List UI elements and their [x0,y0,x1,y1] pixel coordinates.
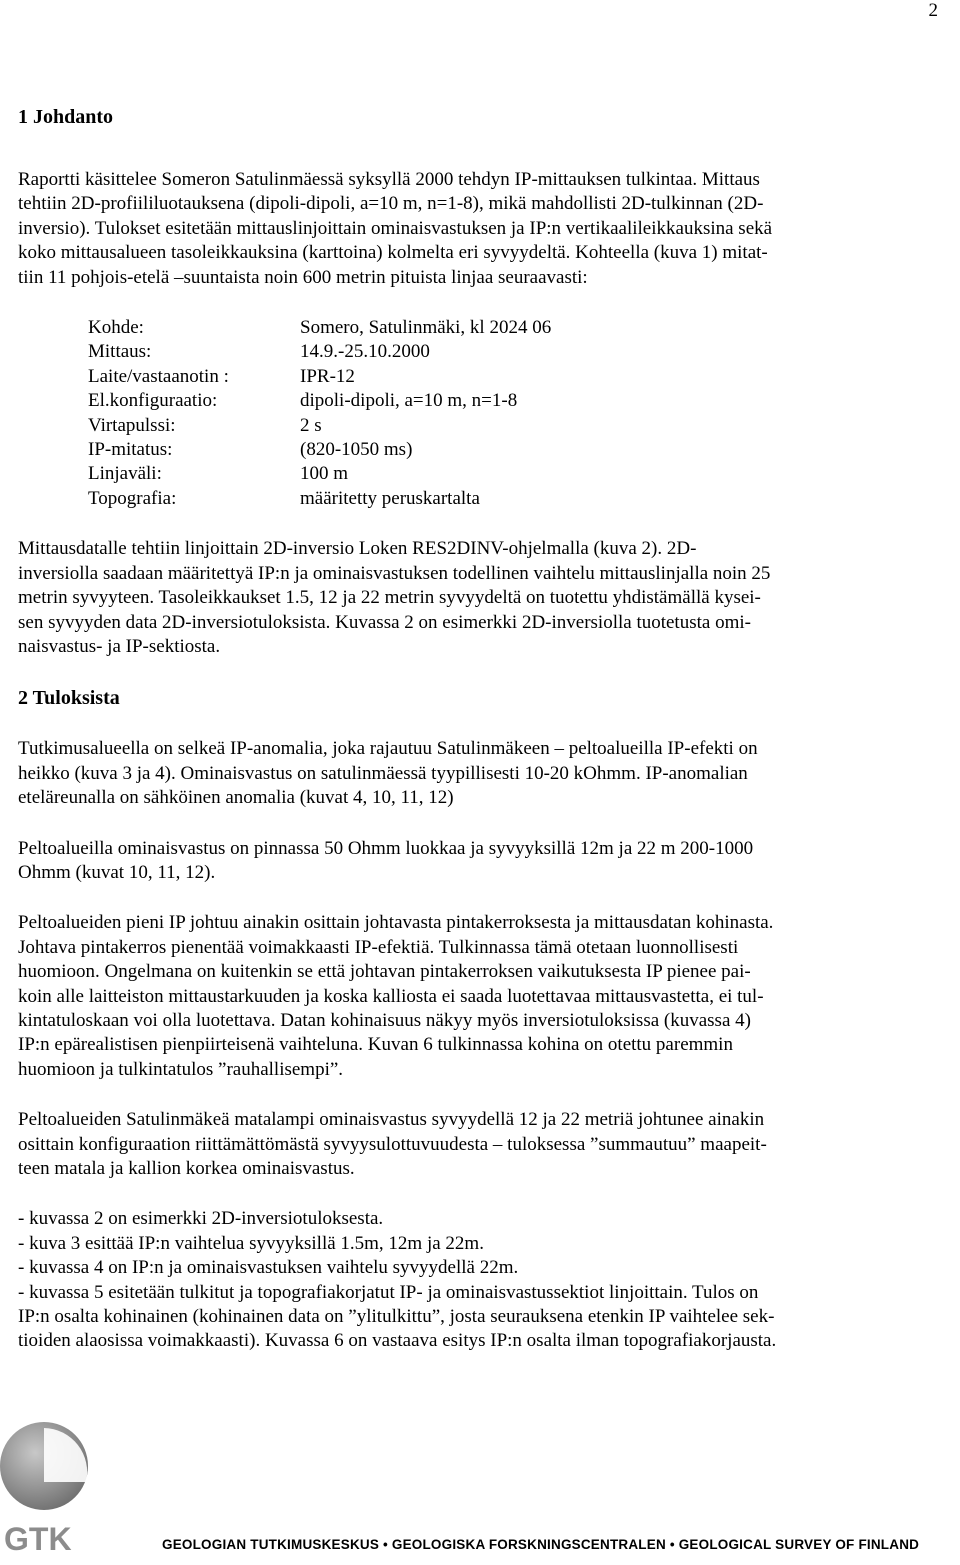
info-value: 14.9.-25.10.2000 [300,341,430,363]
figure-list [18,1207,958,1353]
footer-organisation-line: GEOLOGIAN TUTKIMUSKESKUS • GEOLOGISKA FORSKNINGSCENTRALEN • GEOLOGICAL SURVEY OF FINLAND [162,1537,920,1552]
info-row [88,487,958,511]
info-value: määritetty peruskartalta [300,487,480,509]
page-number: 2 [928,0,938,21]
list-item: - kuvassa 5 esitetään tulkitut ja topografiakorjatut IP- ja ominaisvastussektiot linjoittain. Tulos on [18,1281,759,1303]
info-row [88,438,958,462]
text-line: inversiolla saadaan määritettyä IP:n ja ominaisvastuksen todellinen vaihtelu mittauslinjalla noin 25 [18,562,771,584]
info-value: dipoli-dipoli, a=10 m, n=1-8 [300,390,518,412]
info-key: Topografia: [88,487,177,509]
text-line: Tutkimusalueella on selkeä IP-anomalia, joka rajautuu Satulinmäkeen – peltoalueilla IP-efekti on [18,738,758,760]
text-line: teen matala ja kallion korkea ominaisvastus. [18,1158,355,1179]
results-paragraph-2 [18,837,958,886]
inversion-paragraph [18,537,958,659]
text-line: Ohmm (kuvat 10, 11, 12). [18,861,216,883]
info-value: IPR-12 [300,365,355,387]
info-row [88,316,958,340]
info-key: Virtapulssi: [88,414,176,436]
list-item: - kuvassa 2 on esimerkki 2D-inversiotuloksesta. [18,1208,384,1230]
document-body [18,104,958,1354]
text-line: inversio). Tulokset esitetään mittauslinjoittain ominaisvastuksen ja IP:n vertikaalileikkauksina sekä [18,217,773,239]
text-line: Peltoalueiden pieni IP johtuu ainakin osittain johtavasta pintakerroksesta ja mittausdatan kohinasta. [18,912,774,934]
text-line: IP:n epärealistisen pienpiirteisenä vaihteluna. Kuvan 6 tulkinnassa kohina on otettu paremmin [18,1034,733,1056]
list-item: IP:n osalta kohinainen (kohinainen data on ”ylitulkittu”, josta seurauksena etenkin IP vaihtelee sek- [18,1306,775,1328]
text-line: osittain konfiguraation riittämättömästä syvyysulottuvuudesta – tuloksessa ”summautuu” maapeit- [18,1133,767,1155]
info-key: Kohde: [88,317,144,339]
info-value: (820-1050 ms) [300,439,413,461]
text-line: Peltoalueiden Satulinmäkeä matalampi ominaisvastus syvyydellä 12 ja 22 metriä johtunee ainakin [18,1109,765,1131]
text-line: eteläreunalla on sähköinen anomalia (kuvat 4, 10, 11, 12) [18,787,454,809]
list-item: - kuva 3 esittää IP:n vaihtelua syvyyksillä 1.5m, 12m ja 22m. [18,1232,484,1254]
info-key: Laite/vastaanotin : [88,365,229,387]
results-paragraph-4 [18,1108,958,1181]
info-row [88,365,958,389]
gtk-logo-label: GTK [4,1521,72,1554]
gtk-logo-text [4,1520,88,1554]
text-line: naisvastus- ja IP-sektiosta. [18,635,221,657]
info-row [88,414,958,438]
info-row [88,389,958,413]
info-value: 100 m [300,463,349,485]
info-row [88,340,958,364]
text-line: heikko (kuva 3 ja 4). Ominaisvastus on satulinmäessä tyypillisesti 10-20 kOhmm. IP-anomalian [18,762,748,784]
text-line: Raportti käsittelee Someron Satulinmäessä syksyllä 2000 tehdyn IP-mittauksen tulkintaa. Mittaus [18,169,760,190]
text-line: huomioon ja tulkintatulos ”rauhallisempi”. [18,1058,344,1080]
text-line: koin alle laitteiston mittaustarkuuden ja koska kalliosta ei saada luotettavaa mittausvastetta, ei tul- [18,985,764,1007]
results-paragraph-1 [18,737,958,810]
text-line: Johtava pintakerros pienentää voimakkaasti IP-efektiä. Tulkinnassa tämä otetaan luonnollisesti [18,936,739,958]
info-key: El.konfiguraatio: [88,390,218,412]
text-line: Mittausdatalle tehtiin linjoittain 2D-inversio Loken RES2DINV-ohjelmalla (kuva 2). 2D- [18,538,697,560]
list-item: - kuvassa 4 on IP:n ja ominaisvastuksen vaihtelu syvyydellä 22m. [18,1257,519,1279]
results-paragraph-3 [18,911,958,1082]
text-line: kintatuloskaan voi olla luotettava. Datan kohinaisuus näkyy myös inversiotuloksissa (kuvassa 4) [18,1009,751,1031]
text-line: sen syvyyden data 2D-inversiotuloksista. Kuvassa 2 on esimerkki 2D-inversiolla tuotetusta omi- [18,611,751,633]
info-key: Linjaväli: [88,463,162,485]
info-key: Mittaus: [88,341,152,363]
gtk-logo-mark [0,1420,92,1516]
list-item: tioiden alaosissa voimakkaasti). Kuvassa 6 on vastaava esitys IP:n osalta ilman topografiakorjausta. [18,1330,777,1352]
text-line: huomioon. Ongelmana on kuitenkin se että johtavan pintakerroksen vaikutuksesta IP pienee pai- [18,961,751,983]
text-line: Peltoalueilla ominaisvastus on pinnassa 50 Ohmm luokkaa ja syvyyksillä 12m ja 22 m 200-1000 [18,837,754,859]
info-value: Somero, Satulinmäki, kl 2024 06 [300,317,552,339]
section-heading-tuloksista: 2 Tuloksista [18,687,120,710]
text-line: tiin 11 pohjois-etelä –suuntaista noin 600 metrin pituista linjaa seuraavasti: [18,266,588,288]
text-line: tehtiin 2D-profiililuotauksena (dipoli-dipoli, a=10 m, n=1-8), mikä mahdollisti 2D-tulkinnan (2D- [18,193,764,215]
section-heading-johdanto: 1 Johdanto [18,106,114,128]
intro-paragraph [18,168,958,290]
info-key: IP-mitatus: [88,439,173,461]
info-row [88,462,958,486]
info-value: 2 s [300,414,322,436]
measurement-info-list [88,316,958,511]
text-line: metrin syvyyteen. Tasoleikkaukset 1.5, 12 ja 22 metrin syvyydeltä on tuotettu yhdistämällä kysei- [18,587,761,609]
text-line: koko mittausalueen tasoleikkauksina (karttoina) kolmelta eri syvyydeltä. Kohteella (kuva 1) mitat- [18,242,768,264]
